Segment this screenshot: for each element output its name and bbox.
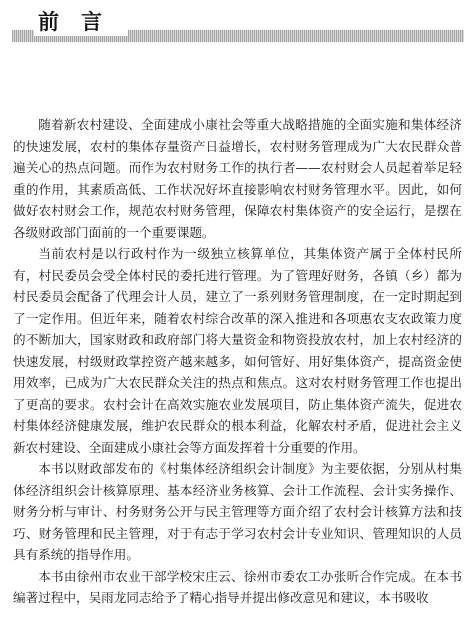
preface-body: [13, 114, 462, 609]
chapter-header: [12, 8, 464, 42]
chapter-title: 前言: [34, 8, 128, 36]
paragraph-4: 本书由徐州市农业干部学校宋庄云、徐州市委农工办张昕合作完成。在本书编著过程中，吴雨龙同志给予了精心指导并提出修改意见和建议，本书吸收: [13, 568, 462, 605]
paragraph-2: 当前农村是以行政村作为一级独立核算单位，其集体资产属于全体村民所有，村民委员会受全体村民的委托进行管理。为了管理好财务，各镇（乡）都为村民委员会配备了代理会计人员，建立了一系列财务管理制度，在一定时期起到了一定作用。但近年来，随着农村综合改革的深入推进和各项惠农支农政策力度的不断加大，国家财政和政府部门将大量资金和物资投放农村，加上农村经济的快速发展，村级财政掌控资产越来越多，如何管好、用好集体资产，提高资金使用效率，已成为广大农民群众关注的热点和焦点。这对农村财务管理工作也提出了更高的要求。农村会计在高效实施农业发展项目，防止集体资产流失，促进农村集体经济健康发展，维护农民群众的根本利益，化解农村矛盾，促进社会主义新农村建设、全面建成小康社会等方面发挥着十分重要的作用。: [13, 246, 462, 455]
paragraph-3: 本书以财政部发布的《村集体经济组织会计制度》为主要依据，分别从村集体经济组织会计核算原理、基本经济业务核算、会计工作流程、会计实务操作、财务分析与审计、村务财务公开与民主管理等方面介绍了农村会计核算方法和技巧、财务管理和民主管理，对于有志于学习农村会计专业知识、管理知识的人员具有系统的指导作用。: [13, 461, 462, 562]
paragraph-1: 随着新农村建设、全面建成小康社会等重大战略措施的全面实施和集体经济的快速发展，农村的集体存量资产日益增长，农村财务管理成为广大农民群众普遍关心的热点问题。而作为农村财务工作的执行者——农村财会人员起着举足轻重的作用，其素质高低、工作状况好坏直接影响农村财务管理水平。因此，如何做好农村财会工作，规范农村财务管理，保障农村集体资产的安全运行，是摆在各级财政部门面前的一个重要课题。: [13, 117, 462, 240]
